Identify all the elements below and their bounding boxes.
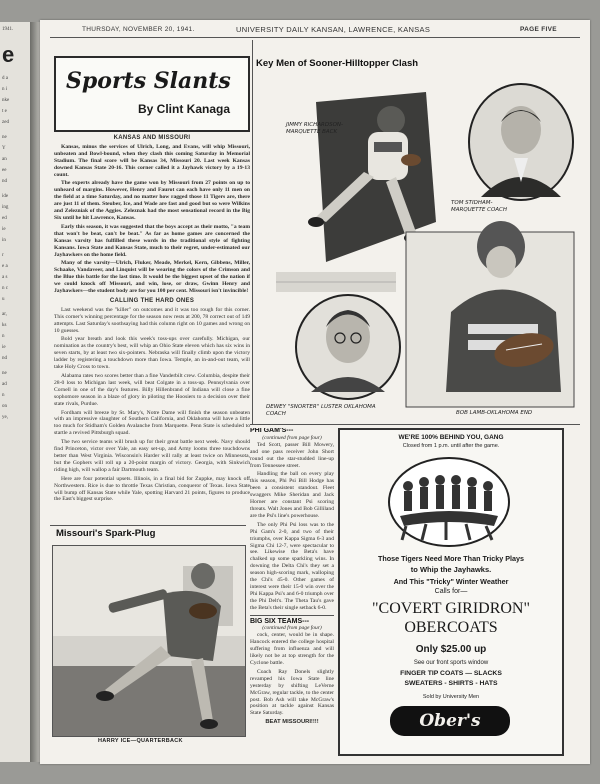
paragraph: Coach Ray Donels slightly revamped his Iowa State line yesterday by shifting LeVerne McGraw, regular tackle, to the center post. Bob Ash will take McGraw's position at tackle against Kansas State Saturday.: [250, 668, 334, 717]
paragraph: Here are four potential upsets. Illinois, in a final bid for Zuppke, may knock off Northwestern. Rice is due to throttle Texas Christian, conqueror of Texas. Iowa State will bump off Kansas State while Yale, spotting Harvard 21 points, figures to produce the East's biggest surprise.: [54, 475, 250, 503]
paragraph: cock, center, would be in shape. Hancock entered the college hospital suffering from influenza and will likely not be at top strength for the Cyclone battle.: [250, 632, 334, 666]
prev-page-fragment: ks: [2, 323, 7, 328]
ad-window-note: See our front sports window: [413, 660, 489, 666]
runhead-date: THURSDAY, NOVEMBER 20, 1941.: [82, 26, 195, 33]
prev-page-fragment: ye,: [2, 415, 8, 420]
paragraph: Fordham will breeze by St. Mary's, Notre Dame will finish the season unbeaten with an impressive slaughter of Southern California, and Oklahoma will have a little too much for Stidham's Golden Avalanche from Marquette. Penn State is scheduled to startle a revived Pittsburgh squad.: [54, 409, 250, 437]
prev-page-fragment: nd: [2, 356, 7, 361]
binding-spine: [30, 22, 40, 762]
prev-page-fragment: an: [2, 157, 7, 162]
ad-obercoats: OBERCOATS: [404, 619, 498, 636]
sports-slants-header: [54, 56, 250, 132]
phi-gams-continued: (continued from page four): [262, 434, 322, 441]
paragraph: Early this season, it was suggested that the boys accept as their motto, "a team that won't be beat, can't be beat." As far as home games are concerned the Kansas varsity has fulfilled these words in the traditional style of fighting Kansans. Iowa State and Kansas State, much to their regret, under-estimated our Jayhawkers on the home field.: [54, 223, 250, 258]
obers-advertisement: [338, 428, 564, 756]
prev-page-fragment: nke: [2, 98, 10, 103]
note-stidham: TOM STIDHAM- MARQUETTE COACH: [451, 200, 508, 213]
obers-logo: Ober's: [419, 711, 481, 731]
beat-missouri: BEAT MISSOURI!!!!: [265, 719, 319, 726]
prev-page-fragment: ie: [2, 227, 6, 232]
spark-plug-photo: [52, 545, 246, 737]
prev-page-fragment: ar,: [2, 312, 7, 317]
obers-logo-badge: [390, 706, 510, 736]
prev-page-fragment: t e: [2, 109, 7, 114]
note-richardson: JIMMY RICHARDSON- MARQUETTE BACK: [286, 122, 344, 135]
paragraph: Many of the varsity—Ulrich, Fluker, Meade, Merkel, Kern, Gibbens, Miller, Schaake, Vandaveer, and Linquist will be wearing the colors of the Crimson and the Blue this battle for the last time. It would be the biggest upset of the nation if we could knock off Missouri, and win, lose, or draw, Gwinn Henry and Jayhawkers—the student body are for you 100 per cent. Missouri isn't invincible!: [54, 260, 250, 295]
paragraph: Alabama rates two scores better than a fine Vanderbilt crew. Columbia, despite their 28-0 loss to Michigan last week, will beat Colgate in a toss-up. Pennsylvania over Cornell in one of the day's features. Billy Hillenbrand of Indiana will close a fine sophomore season in a blaze of glory in piloting the Hoosiers to a decision over their state rivals, Purdue.: [54, 373, 250, 407]
ad-tigers-line: Those Tigers Need More Than Tricky Plays: [377, 554, 525, 563]
ad-items-1: FINGER TIP COATS — SLACKS: [400, 670, 502, 677]
spark-plug-art: [53, 546, 245, 736]
phi-gams-title: PHI GAM'S---: [250, 428, 294, 434]
prev-page-fragment: a s: [2, 275, 8, 280]
ad-calls-for: Calls for—: [434, 588, 468, 595]
spark-plug-caption: HARRY ICE—QUARTERBACK: [98, 738, 183, 744]
previous-page-edge: [0, 22, 32, 762]
big-six-title: BIG SIX TEAMS---: [250, 617, 310, 625]
key-men-title: Key Men of Sooner-Hilltopper Clash: [256, 58, 419, 69]
prev-page-fragment: ed: [2, 216, 7, 221]
prev-page-fragment: Y: [2, 146, 6, 151]
prev-page-fragment: r: [2, 253, 4, 258]
prev-page-fragment: ne: [2, 371, 7, 376]
key-men-photo-collage: [256, 72, 576, 422]
runhead-paper: UNIVERSITY DAILY KANSAN, LAWRENCE, KANSAS: [236, 25, 431, 34]
prev-page-fragment: n: [2, 393, 5, 398]
ad-headline: WE'RE 100% BEHIND YOU, GANG: [398, 434, 504, 441]
subhead-hard-ones: CALLING THE HARD ONES: [109, 297, 195, 304]
ad-weather-line: And This "Tricky" Winter Weather: [393, 577, 509, 586]
ad-price: Only $25.00 up: [415, 644, 487, 655]
lower-section-rule: [250, 424, 580, 425]
paragraph: Last weekend was the "killer" on outcomes and it was too rough for this corner. This corner's winning percentage for the season now rests at 200, 78 correct out of 149 attempts. Last Saturday's soothsaying had this column right on 10 games and wrong on 10 guesses.: [54, 306, 250, 334]
paragraph: Handling the ball on every play this season, Phi Psi Bill Hodge has been a consistent standout. Fleet swaggers Mike Sheridan and Jack Horner are constant Psi scoring threats. Walt Jones and Bob Gilliland are the Psi's line's powerhouse.: [250, 471, 334, 519]
note-luster: DEWEY "SNORTER" LUSTER OKLAHOMA COACH: [266, 404, 376, 417]
prev-page-fragment: d a: [2, 76, 8, 81]
ad-sold-by: Sold by University Men: [422, 694, 480, 700]
ad-whip-line: to Whip the Jayhawks.: [410, 565, 492, 574]
ad-closed-note: Closed from 1 p.m. until after the game.: [402, 443, 500, 449]
note-lamb: BOB LAMB-OKLAHOMA END: [456, 410, 533, 416]
prev-page-fragment: ing: [2, 205, 9, 210]
paragraph: The experts already have the game won by Missouri from 27 points on up to unheard of margins. However, Henry and Faurot can each have only 11 men on the field at a time Saturday, and no matter how ragged those 11 Tigers are, there are just 11 of them. Steuber, Ice, and Wade are fast and good but so were Wilkins and Zelezniak of the Aggies. Zeleznak had the most sensational record in the Big Six until he hit Lawrence, Kansas.: [54, 180, 250, 221]
prev-page-fragment: n c: [2, 286, 8, 291]
paragraph: Kansas, minus the services of Ulrich, Long, and Evans, will whip Missouri, unbeaten and Bowl-bound, when they clash this coming Saturday in Memorial Stadium. The final score will be Kansas 34, Missouri 20. Last week Kansas downed Kansas State 20-16. This corner called it a Jayhawk victory by a 19-13 count.: [54, 143, 250, 178]
paragraph: Ted Scott, passer Bill Mowery, and one pass receiver John Short round out the star-studded line-up from Tennessee street.: [250, 441, 334, 469]
sports-slants-author: By Clint Kanaga: [138, 102, 231, 116]
tigers-cartoon: [386, 456, 512, 548]
prev-page-fragment: zed: [2, 120, 9, 125]
prev-page-fragment: e a: [2, 264, 8, 269]
prev-page-fragment: ne: [2, 135, 7, 140]
ad-items-2: SWEATERS - SHIRTS - HATS: [404, 680, 498, 687]
prev-page-fragment: ie: [2, 345, 6, 350]
newspaper-page: [40, 20, 590, 764]
big-six-continued: (continued from page four): [262, 625, 322, 632]
ad-covert-gridiron: "COVERT GIRIDRON": [371, 600, 531, 617]
prev-page-fragment: n: [2, 334, 5, 339]
sports-slants-column: [54, 132, 250, 522]
prev-page-fragments: [0, 75, 30, 421]
spark-plug-title: Missouri's Spark-Plug: [56, 528, 156, 539]
sports-slants-title: Sports Slants: [66, 68, 231, 94]
subhead-kansas-missouri: KANSAS AND MISSOURI: [113, 135, 191, 141]
phi-gams-column: [250, 428, 334, 758]
prev-page-fragment: in: [2, 238, 6, 243]
prev-page-fragment: nd: [2, 179, 7, 184]
runhead-page: PAGE FIVE: [520, 26, 557, 33]
prev-page-date: 1941.: [2, 27, 14, 32]
prev-page-fragment: ee: [2, 168, 7, 173]
prev-page-fragment: ad: [2, 382, 7, 387]
spark-plug-rule: [50, 525, 246, 526]
prev-page-fragment: u: [2, 297, 5, 302]
prev-page-fragment: on: [2, 404, 7, 409]
paragraph: The two service teams will brush up for their great battle next week. Navy should find Princeton, victor over Yale, an easy set-up, and Army looms three touchdowns better than West Virginia. Wisconsin's Harder will rally at least twice on Minnesota, but the Gophers will roll up a 20-point margin of victory. Georgia, with Sinkwich riding high, will wallop a fair Dartmouth team.: [54, 439, 250, 473]
prev-page-fragment: ide: [2, 194, 9, 199]
top-rule: [50, 37, 580, 38]
divider: [250, 615, 334, 616]
paragraph: The only Phi Psi loss was to the Phi Gam's 2-0, and two of their triumphs, over Kappa Sigma 6-3 and Sigma Chi 12-7, were spectacular to see. Likewise the Beta's have chalked up some sparkling wins. In downing the Delta Chi's they set a season high-scoring mark, walloping the Chi's 45-0. Other games of interest were their 15-0 win over the Phi Kappa Psi's and 6-0 triumph over the Phi Delt's. The Theta Tau's gave the Beta's their single setback 6-0.: [250, 521, 334, 611]
prev-page-letter: e: [2, 42, 15, 67]
column-rule: [252, 40, 253, 425]
prev-page-fragment: n i: [2, 87, 8, 92]
paragraph: Bold year breath and look this week's toss-ups over carefully. Michigan, our nomination as the country's best, will whip an Ohio State eleven which has six wins in seven starts, by at least two six-pointers. Nebraska will finally climb upon the victory ladder by registering a touchdown more than Iowa. Temple, an in-and-out team, will take Holy Cross to town.: [54, 336, 250, 371]
